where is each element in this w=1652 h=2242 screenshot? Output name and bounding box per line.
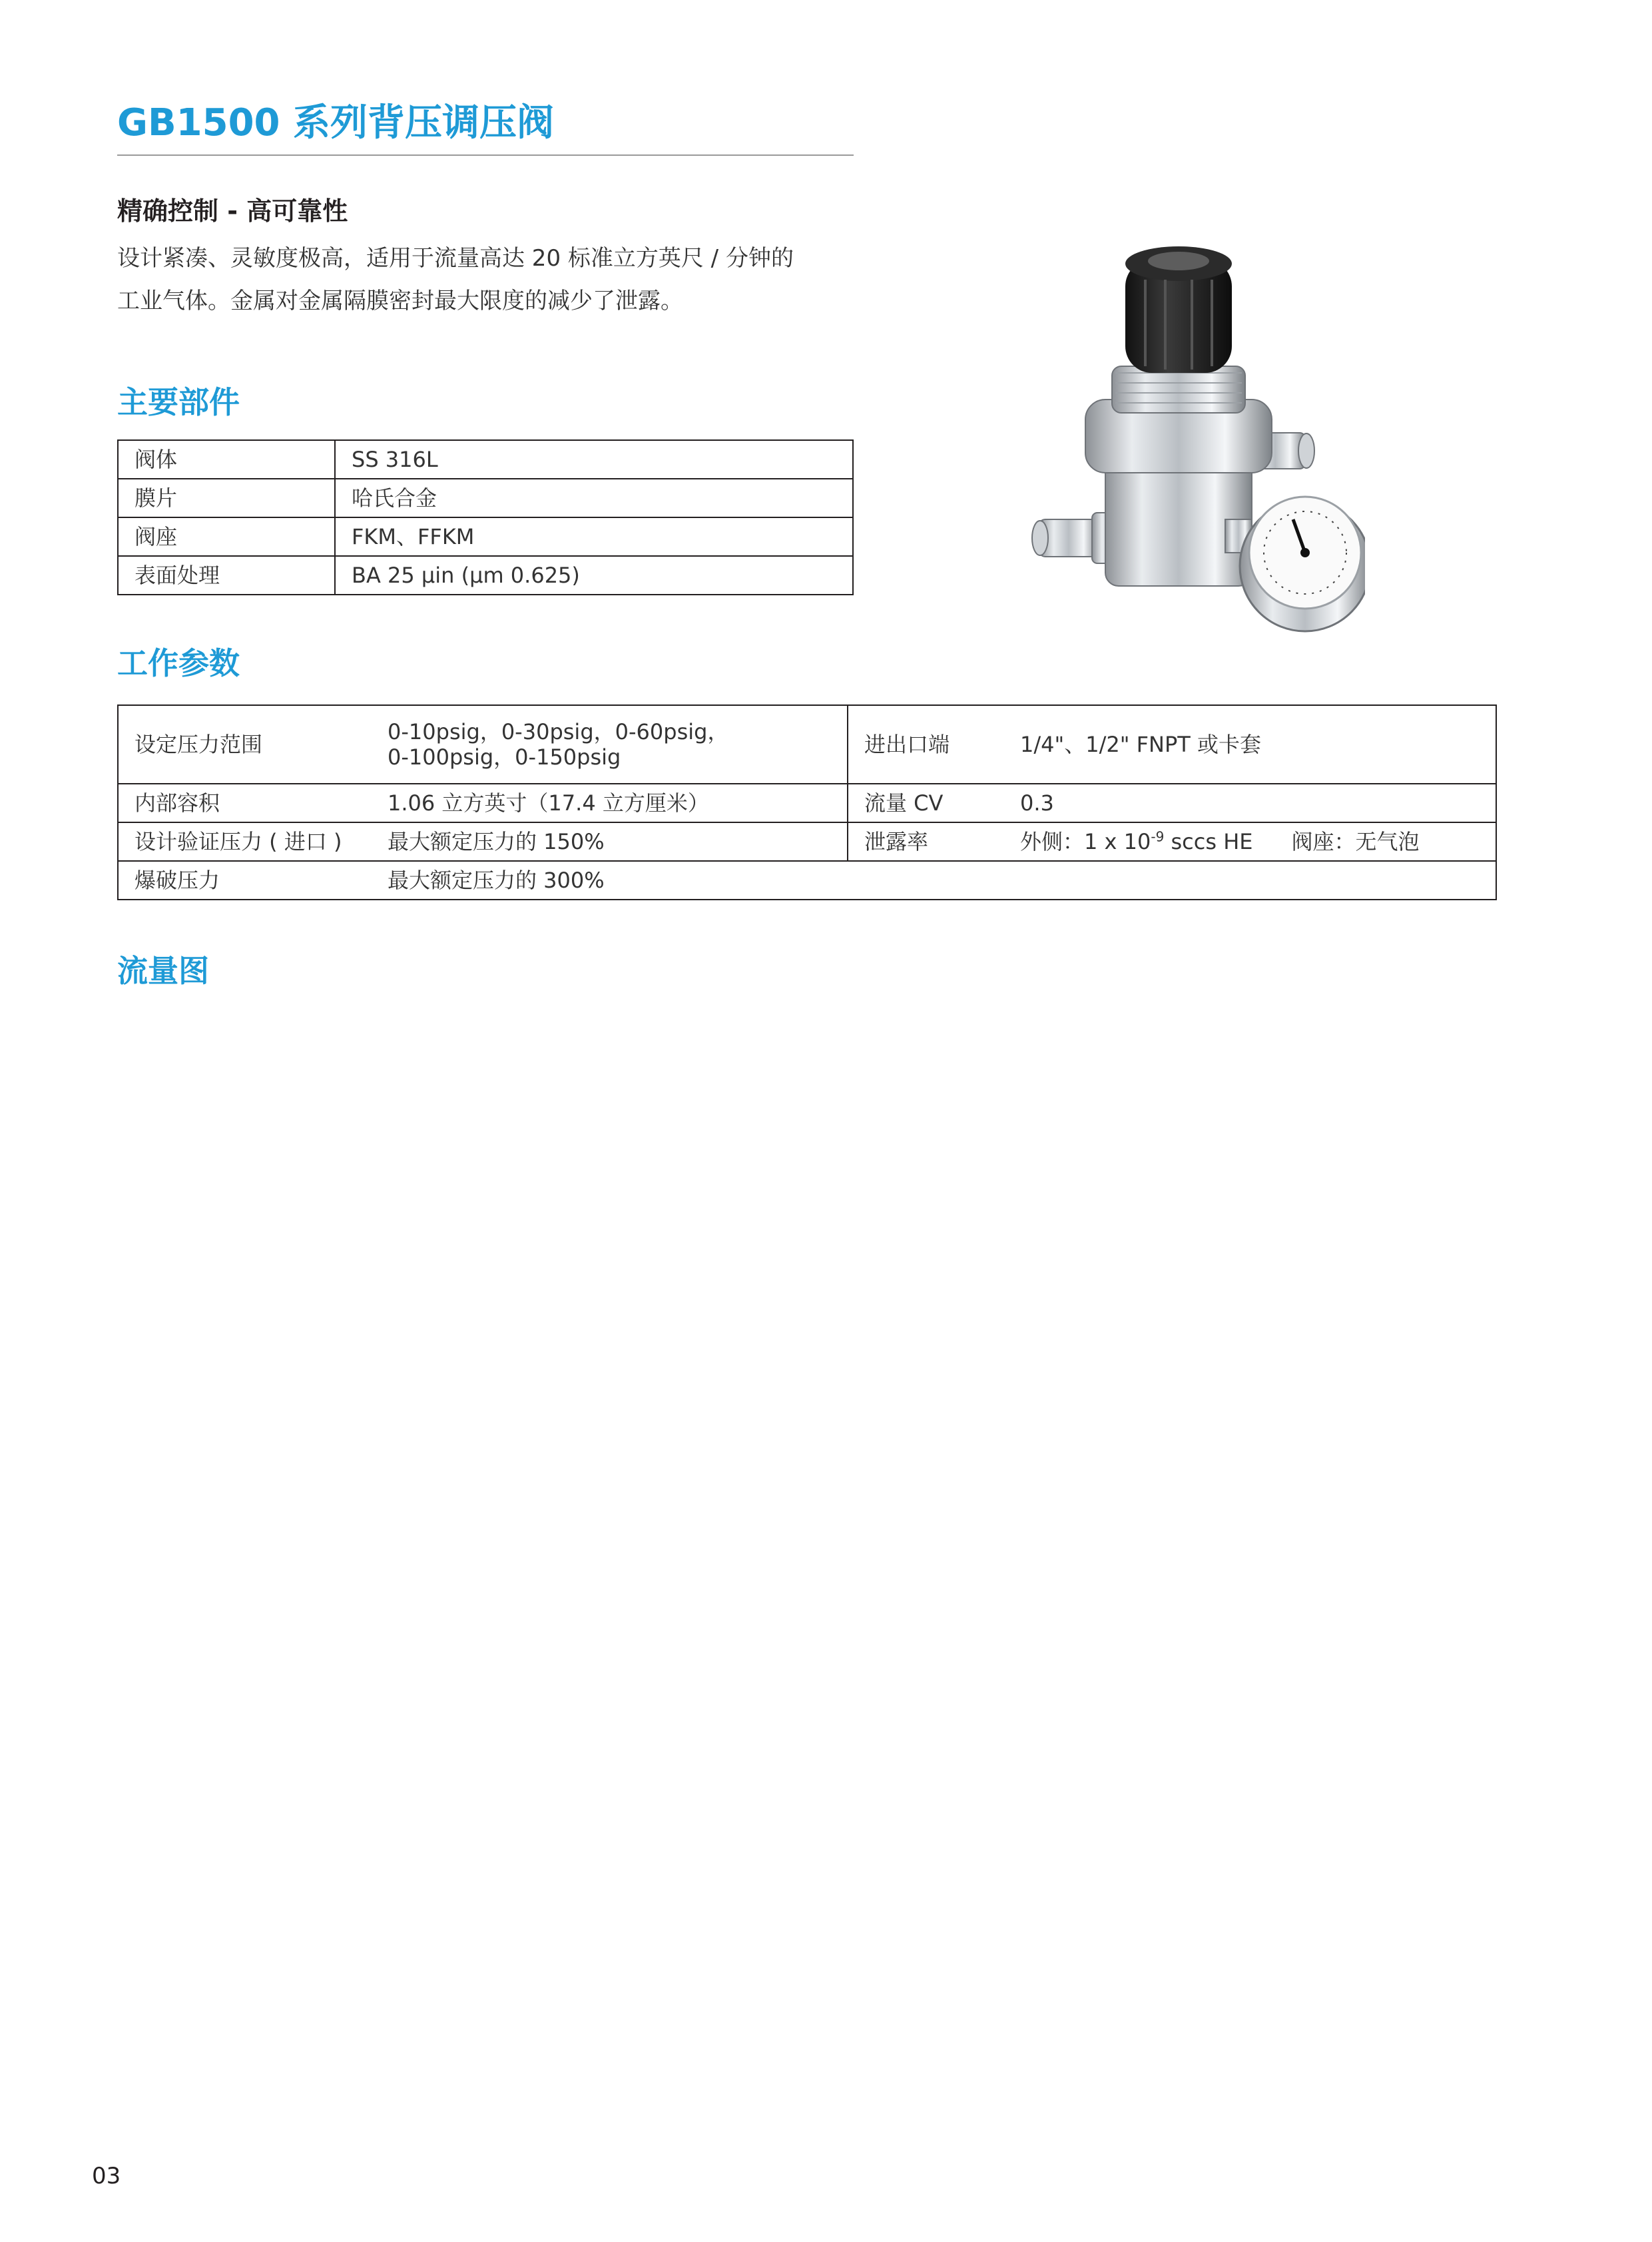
table-row <box>118 556 853 595</box>
table-cell-empty <box>1004 861 1496 900</box>
table-cell-label: 爆破压力 <box>118 861 372 900</box>
table-cell-label: 阀座 <box>118 517 335 556</box>
table-row <box>118 517 853 556</box>
description-line: 工业气体。金属对金属隔膜密封最大限度的减少了泄露。 <box>117 288 683 314</box>
table-cell-label: 膜片 <box>118 479 335 517</box>
leak-unit: sccs HE <box>1164 829 1253 854</box>
table-row <box>118 479 853 517</box>
page-number: 03 <box>92 2163 121 2189</box>
leak-external: 外侧：1 x 10 <box>1020 829 1151 854</box>
table-cell-value: FKM、FFKM <box>335 517 853 556</box>
regulator-valve-image <box>1005 233 1365 633</box>
table-cell-value: BA 25 μin (μm 0.625) <box>335 556 853 595</box>
table-cell-label: 流量 CV <box>848 784 1004 822</box>
table-cell-value: 0.3 <box>1004 784 1496 822</box>
table-cell-value: 哈氏合金 <box>335 479 853 517</box>
table-cell-label: 设计验证压力 ( 进口 ) <box>118 822 372 861</box>
working-params-heading: 工作参数 <box>117 645 240 681</box>
main-parts-heading: 主要部件 <box>117 384 240 420</box>
table-cell-value: 1.06 立方英寸（17.4 立方厘米） <box>372 784 848 822</box>
table-row <box>118 440 853 479</box>
working-params-table <box>117 704 1497 900</box>
table-cell-label: 阀体 <box>118 440 335 479</box>
set-pressure-line: 0-100psig，0-150psig <box>388 744 621 770</box>
table-cell-empty <box>848 861 1004 900</box>
set-pressure-line: 0-10psig，0-30psig，0-60psig， <box>388 719 729 744</box>
table-cell-value: 1/4"、1/2" FNPT 或卡套 <box>1004 705 1496 784</box>
page-title: GB1500 系列背压调压阀 <box>117 101 555 144</box>
title-divider <box>117 154 854 156</box>
table-cell-value: 最大额定压力的 300% <box>372 861 848 900</box>
description-line: 设计紧凑、灵敏度极高，适用于流量高达 20 标准立方英尺 / 分钟的 <box>117 245 794 272</box>
table-cell-label: 进出口端 <box>848 705 1004 784</box>
table-cell-value: SS 316L <box>335 440 853 479</box>
leak-exponent: -9 <box>1151 828 1165 845</box>
table-row <box>118 784 1496 822</box>
table-cell-label: 表面处理 <box>118 556 335 595</box>
table-cell-value <box>1004 822 1496 861</box>
table-row <box>118 861 1496 900</box>
table-row <box>118 705 1496 784</box>
table-cell-label: 设定压力范围 <box>118 705 372 784</box>
flow-chart-heading: 流量图 <box>117 953 209 989</box>
table-cell-label: 泄露率 <box>848 822 1004 861</box>
table-row <box>118 822 1496 861</box>
table-cell-value: 最大额定压力的 150% <box>372 822 848 861</box>
product-description <box>117 237 870 322</box>
leak-seat: 阀座：无气泡 <box>1291 829 1420 854</box>
page-subtitle: 精确控制 - 高可靠性 <box>117 196 348 226</box>
main-parts-table <box>117 439 854 595</box>
table-cell-value <box>372 705 848 784</box>
table-cell-label: 内部容积 <box>118 784 372 822</box>
